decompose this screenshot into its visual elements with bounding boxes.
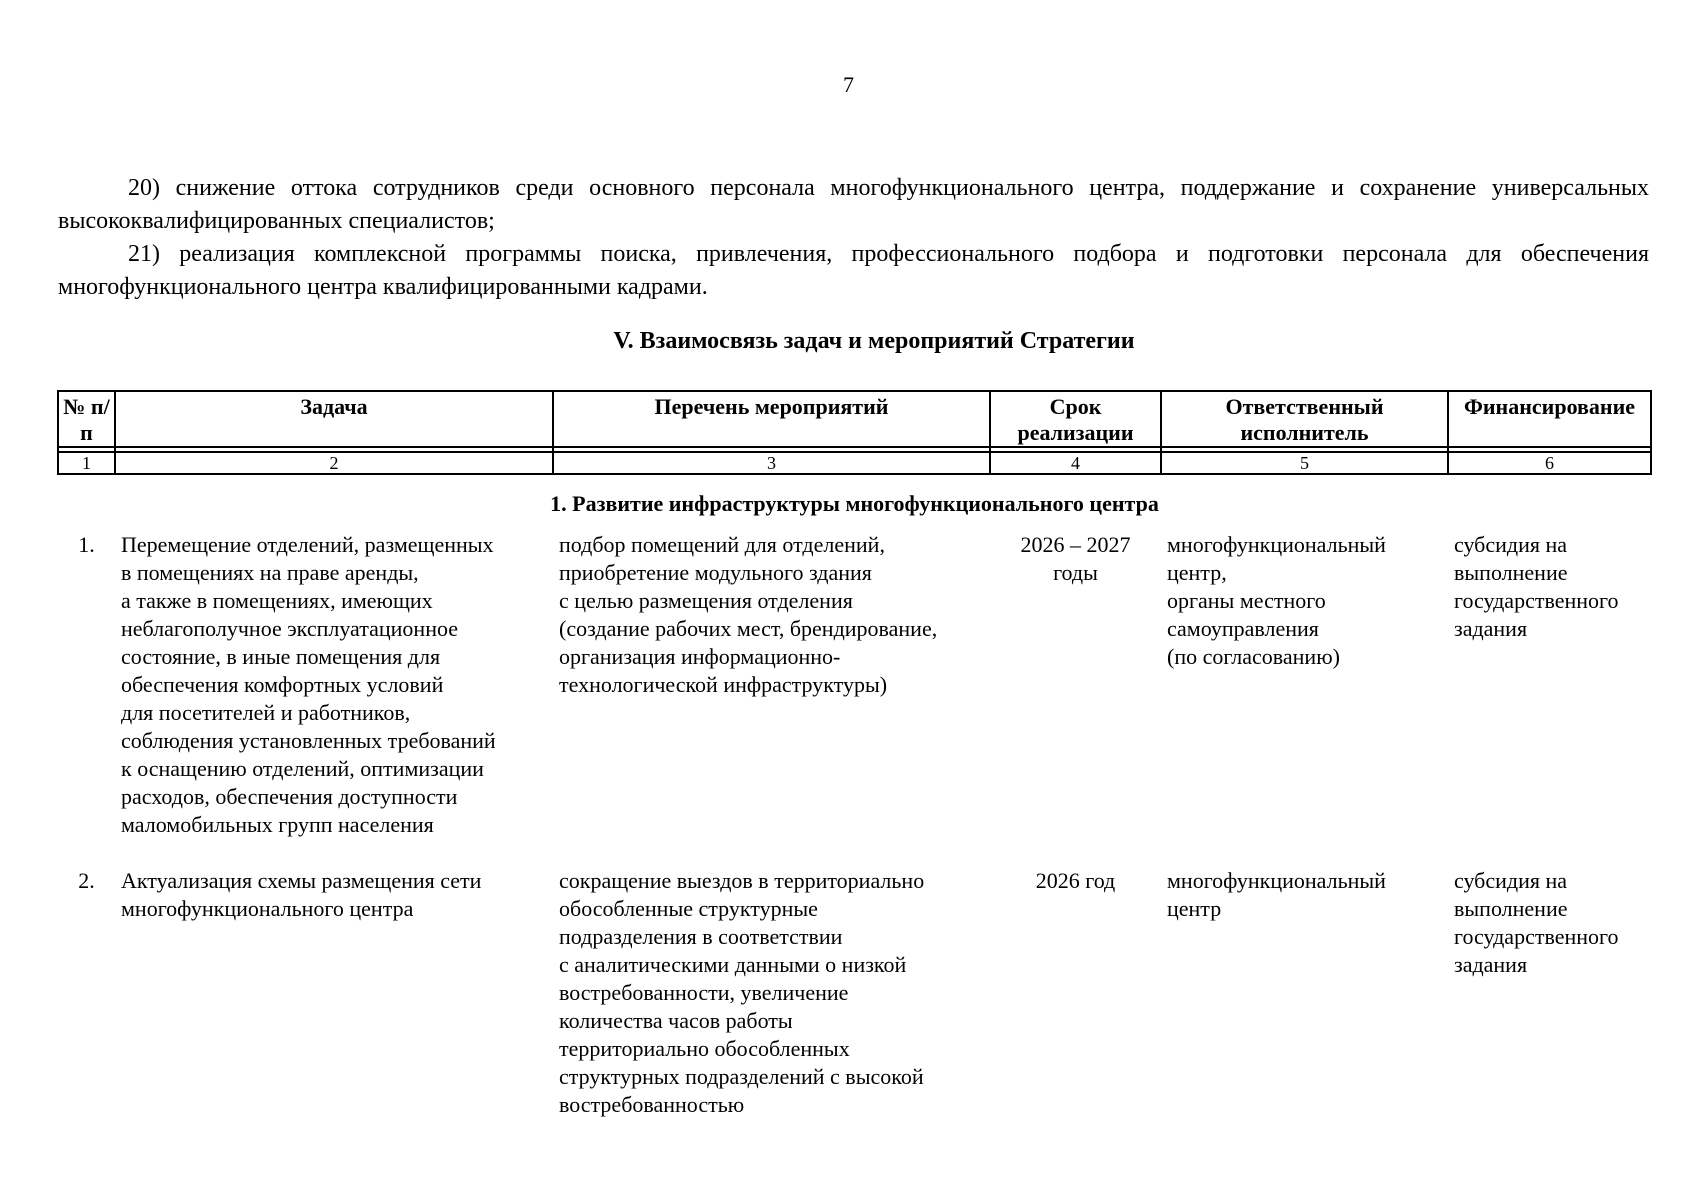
row-task: Перемещение отделений, размещенных в помещениях на праве аренды, а также в помещениях, имеющих неблагополучное эксплуатационное состояние, в иные помещения для обеспечения комфортных условий для посетителей и работников, соблюдения установленных требований к оснащению отделений, оптимизации расходов, обеспечения доступности маломобильных групп населения bbox=[121, 532, 496, 837]
column-number: 1 bbox=[58, 452, 115, 474]
header-financing: Финансирование bbox=[1448, 391, 1651, 447]
column-number: 4 bbox=[990, 452, 1161, 474]
column-number: 3 bbox=[553, 452, 990, 474]
tasks-activities-table bbox=[57, 390, 1652, 1141]
row-activities: подбор помещений для отделений, приобретение модульного здания с целью размещения отделения (создание рабочих мест, брендирование, организация информационно- технологической инфраструктуры) bbox=[559, 532, 938, 697]
table-row bbox=[58, 525, 1651, 861]
header-executor: Ответственный исполнитель bbox=[1161, 391, 1448, 447]
header-num: № п/п bbox=[58, 391, 115, 447]
row-task: Актуализация схемы размещения сети многофункционального центра bbox=[121, 868, 482, 921]
page-number: 7 bbox=[843, 72, 854, 97]
paragraph-20: 20) снижение оттока сотрудников среди основного персонала многофункционального центра, поддержание и сохранение универсальных высококвалифицированных специалистов; bbox=[58, 175, 1649, 234]
table-header-row bbox=[58, 391, 1651, 447]
row-executor: многофункциональный центр bbox=[1167, 868, 1386, 921]
group-row bbox=[58, 474, 1651, 525]
row-financing: субсидия на выполнение государственного задания bbox=[1454, 868, 1619, 977]
row-activities: сокращение выездов в территориально обособленные структурные подразделения в соответствии с аналитическими данными о низкой востребованности, увеличение количества часов работы территориально обособленных структурных подразделений с высокой востребованностью bbox=[559, 868, 925, 1117]
header-term: Срок реализации bbox=[990, 391, 1161, 447]
column-number: 5 bbox=[1161, 452, 1448, 474]
row-executor: многофункциональный центр, органы местного самоуправления (по согласованию) bbox=[1167, 532, 1386, 669]
column-number: 2 bbox=[115, 452, 553, 474]
column-numbers-row bbox=[58, 452, 1651, 474]
row-financing: субсидия на выполнение государственного задания bbox=[1454, 532, 1619, 641]
header-activities: Перечень мероприятий bbox=[553, 391, 990, 447]
table-row bbox=[58, 861, 1651, 1141]
header-task: Задача bbox=[115, 391, 553, 447]
row-term: 2026 год bbox=[1035, 868, 1116, 893]
group-title: 1. Развитие инфраструктуры многофункционального центра bbox=[550, 491, 1159, 516]
paragraph-21: 21) реализация комплексной программы поиска, привлечения, профессионального подбора и подготовки персонала для обеспечения многофункционального центра квалифицированными кадрами. bbox=[58, 241, 1649, 300]
row-num: 1. bbox=[78, 532, 95, 557]
row-num: 2. bbox=[78, 868, 95, 893]
row-term: 2026 – 2027 годы bbox=[1020, 532, 1131, 585]
section-title: V. Взаимосвязь задач и мероприятий Стратегии bbox=[613, 328, 1135, 354]
column-number: 6 bbox=[1448, 452, 1651, 474]
